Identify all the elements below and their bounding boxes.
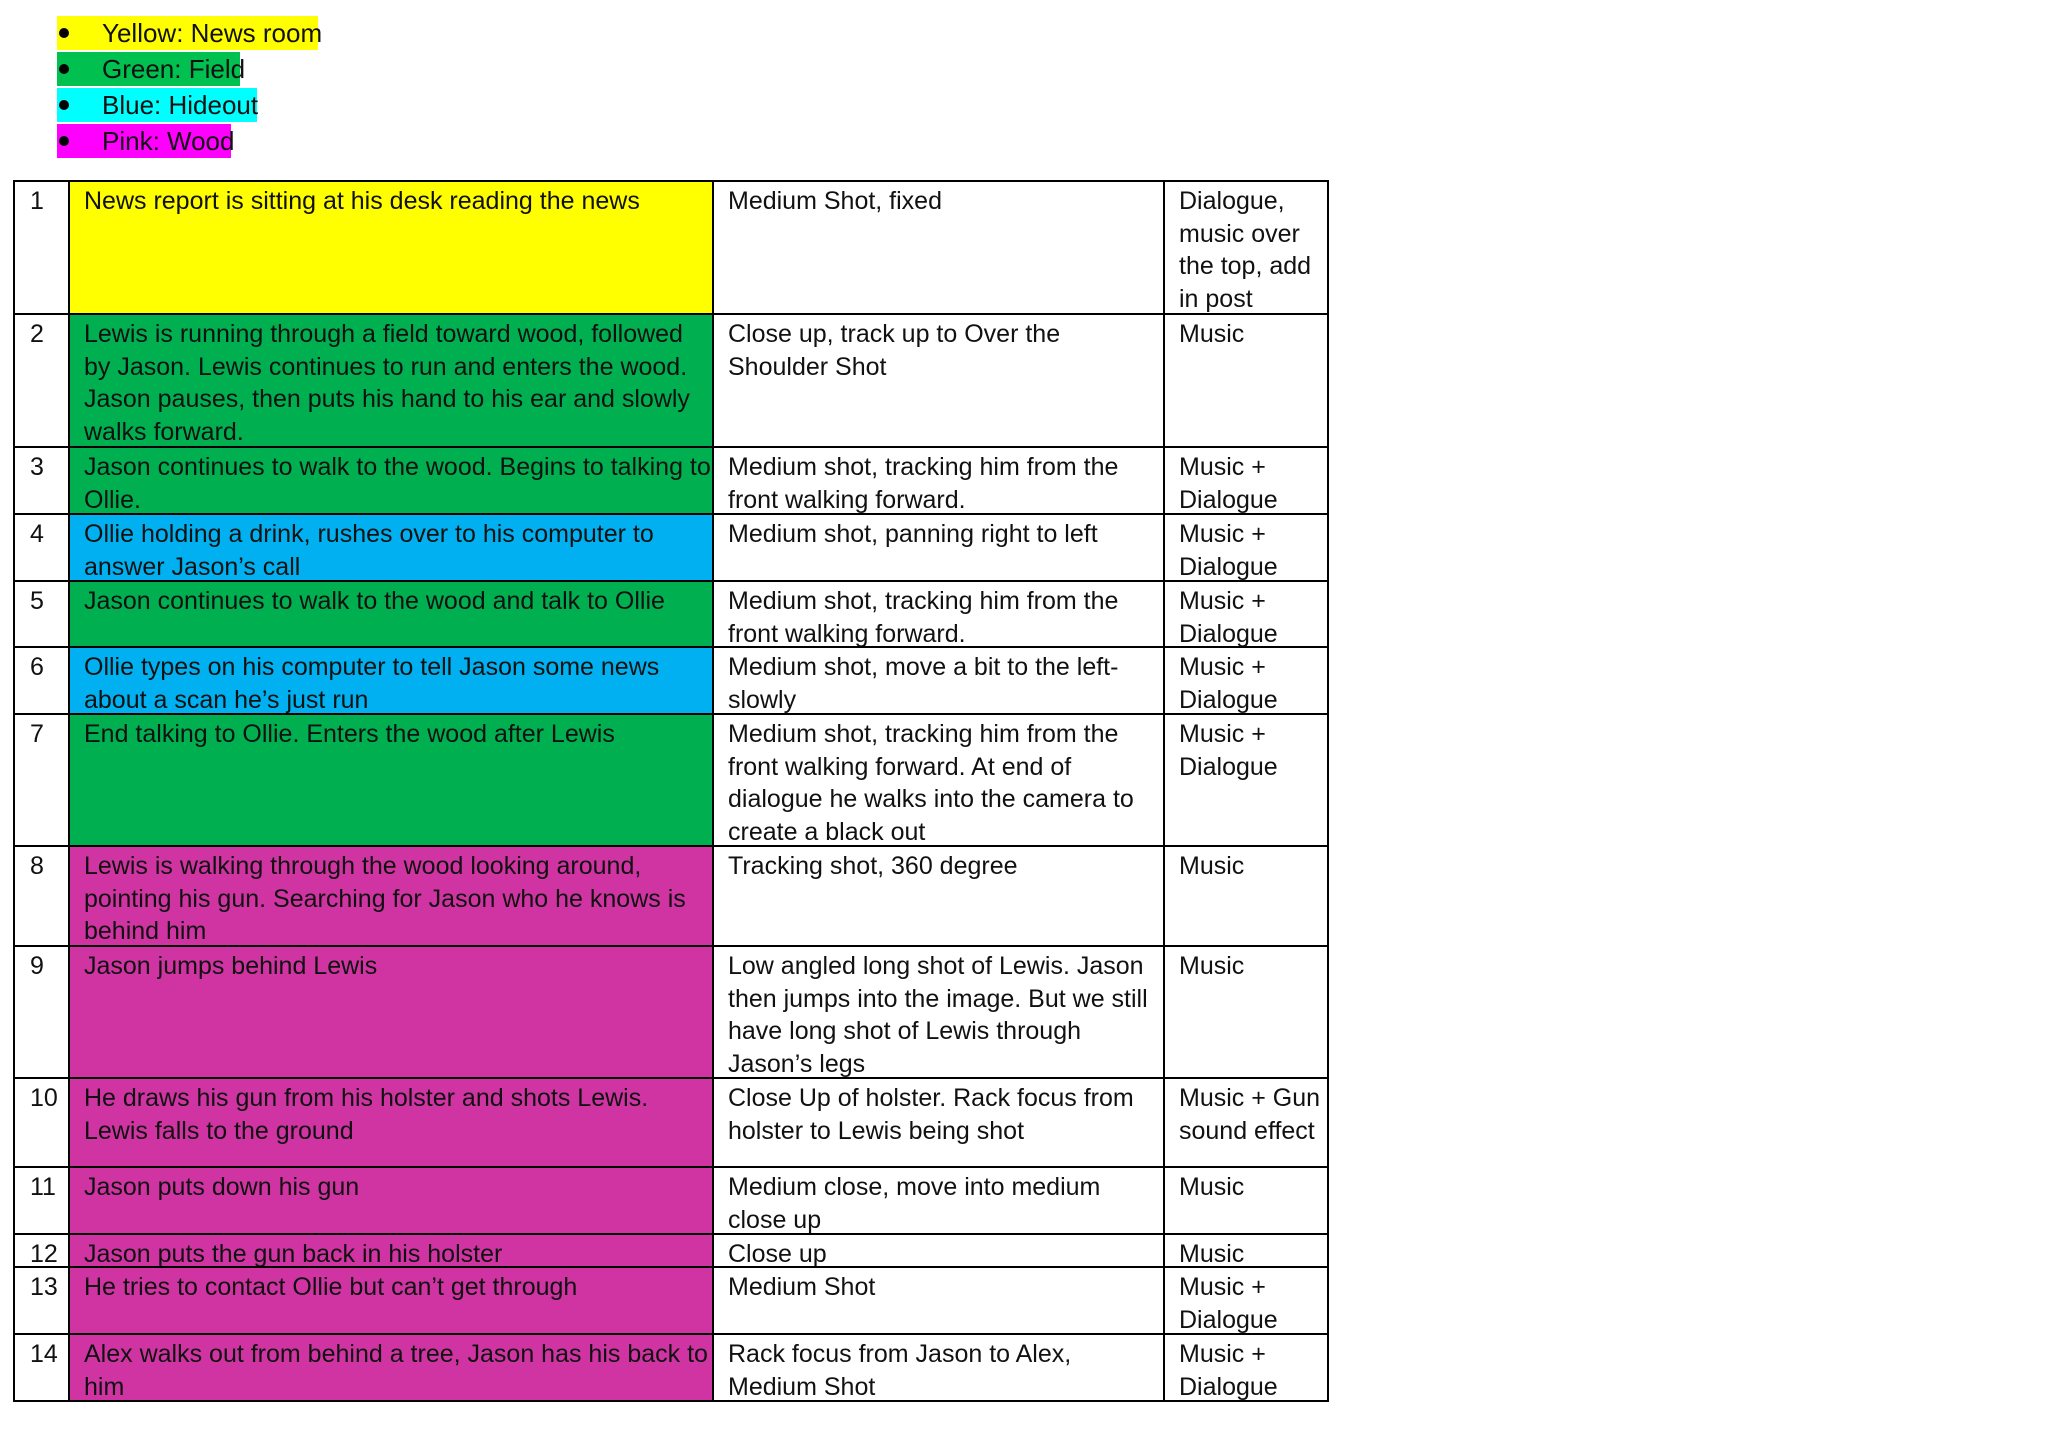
- sound-note: Music: [1163, 845, 1329, 945]
- camera-shot: Close up: [712, 1233, 1163, 1266]
- camera-shot: Medium shot, tracking him from the front walking forward.: [712, 446, 1163, 513]
- legend-label: Blue: Hideout: [102, 90, 259, 120]
- sound-note: Music: [1163, 1233, 1329, 1266]
- scene-description: News report is sitting at his desk reading the news: [68, 180, 712, 313]
- shot-number: 10: [13, 1077, 68, 1166]
- camera-shot: Medium Shot: [712, 1266, 1163, 1333]
- scene-description: End talking to Ollie. Enters the wood after Lewis: [68, 713, 712, 845]
- shot-number: 9: [13, 945, 68, 1077]
- sound-note: Music + Dialogue: [1163, 1333, 1329, 1402]
- camera-shot: Medium shot, panning right to left: [712, 513, 1163, 580]
- scene-description: Jason continues to walk to the wood and talk to Ollie: [68, 580, 712, 646]
- sound-note: Music: [1163, 313, 1329, 446]
- sound-note: Music + Dialogue: [1163, 446, 1329, 513]
- camera-shot: Medium shot, tracking him from the front walking forward. At end of dialogue he walks into the camera to create a black out: [712, 713, 1163, 845]
- table-row: [13, 1266, 1329, 1333]
- scene-description: Jason continues to walk to the wood. Begins to talking to Ollie.: [68, 446, 712, 513]
- shot-list-table: [13, 180, 1329, 1402]
- scene-description: Ollie types on his computer to tell Jason some news about a scan he’s just run: [68, 646, 712, 713]
- legend-item: [0, 124, 420, 158]
- sound-note: Music + Gun sound effect: [1163, 1077, 1329, 1166]
- camera-shot: Low angled long shot of Lewis. Jason then jumps into the image. But we still have long shot of Lewis through Jason’s legs: [712, 945, 1163, 1077]
- table-row: [13, 1333, 1329, 1402]
- shot-number: 7: [13, 713, 68, 845]
- shot-number: 5: [13, 580, 68, 646]
- table-row: [13, 845, 1329, 945]
- table-row: [13, 1166, 1329, 1233]
- scene-description: Jason puts down his gun: [68, 1166, 712, 1233]
- legend-label: Green: Field: [102, 54, 246, 84]
- legend-label: Pink: Wood: [102, 126, 235, 156]
- table-row: [13, 580, 1329, 646]
- camera-shot: Medium Shot, fixed: [712, 180, 1163, 313]
- shot-number: 13: [13, 1266, 68, 1333]
- scene-description: Ollie holding a drink, rushes over to his computer to answer Jason’s call: [68, 513, 712, 580]
- camera-shot: Rack focus from Jason to Alex, Medium Shot: [712, 1333, 1163, 1402]
- bullet-icon: [59, 100, 69, 110]
- bullet-icon: [59, 28, 69, 38]
- scene-description: Alex walks out from behind a tree, Jason has his back to him: [68, 1333, 712, 1402]
- scene-description: Jason jumps behind Lewis: [68, 945, 712, 1077]
- sound-note: Music + Dialogue: [1163, 580, 1329, 646]
- bullet-icon: [59, 136, 69, 146]
- sound-note: Music: [1163, 945, 1329, 1077]
- shot-number: 14: [13, 1333, 68, 1402]
- sound-note: Music + Dialogue: [1163, 713, 1329, 845]
- table-row: [13, 646, 1329, 713]
- shot-number: 6: [13, 646, 68, 713]
- shot-number: 8: [13, 845, 68, 945]
- shot-number: 11: [13, 1166, 68, 1233]
- color-legend: [0, 0, 420, 170]
- table-row: [13, 1233, 1329, 1266]
- scene-description: He tries to contact Ollie but can’t get through: [68, 1266, 712, 1333]
- sound-note: Music + Dialogue: [1163, 646, 1329, 713]
- legend-item: [0, 52, 420, 86]
- camera-shot: Medium close, move into medium close up: [712, 1166, 1163, 1233]
- table-row: [13, 313, 1329, 446]
- shot-number: 4: [13, 513, 68, 580]
- scene-description: Jason puts the gun back in his holster: [68, 1233, 712, 1266]
- shot-number: 12: [13, 1233, 68, 1266]
- camera-shot: Close Up of holster. Rack focus from holster to Lewis being shot: [712, 1077, 1163, 1166]
- table-row: [13, 180, 1329, 313]
- sound-note: Dialogue, music over the top, add in post: [1163, 180, 1329, 313]
- legend-label: Yellow: News room: [102, 18, 323, 48]
- legend-item: [0, 16, 420, 50]
- bullet-icon: [59, 64, 69, 74]
- scene-description: Lewis is walking through the wood looking around, pointing his gun. Searching for Jason who he knows is behind him: [68, 845, 712, 945]
- table-row: [13, 1077, 1329, 1166]
- camera-shot: Close up, track up to Over the Shoulder Shot: [712, 313, 1163, 446]
- camera-shot: Medium shot, move a bit to the left- slowly: [712, 646, 1163, 713]
- table-row: [13, 713, 1329, 845]
- shot-number: 1: [13, 180, 68, 313]
- shot-number: 2: [13, 313, 68, 446]
- camera-shot: Tracking shot, 360 degree: [712, 845, 1163, 945]
- shot-number: 3: [13, 446, 68, 513]
- scene-description: Lewis is running through a field toward wood, followed by Jason. Lewis continues to run and enters the wood. Jason pauses, then puts his hand to his ear and slowly walks forward.: [68, 313, 712, 446]
- table-row: [13, 945, 1329, 1077]
- camera-shot: Medium shot, tracking him from the front walking forward.: [712, 580, 1163, 646]
- sound-note: Music: [1163, 1166, 1329, 1233]
- legend-item: [0, 88, 420, 122]
- table-row: [13, 513, 1329, 580]
- scene-description: He draws his gun from his holster and shots Lewis. Lewis falls to the ground: [68, 1077, 712, 1166]
- sound-note: Music + Dialogue: [1163, 1266, 1329, 1333]
- sound-note: Music + Dialogue: [1163, 513, 1329, 580]
- table-row: [13, 446, 1329, 513]
